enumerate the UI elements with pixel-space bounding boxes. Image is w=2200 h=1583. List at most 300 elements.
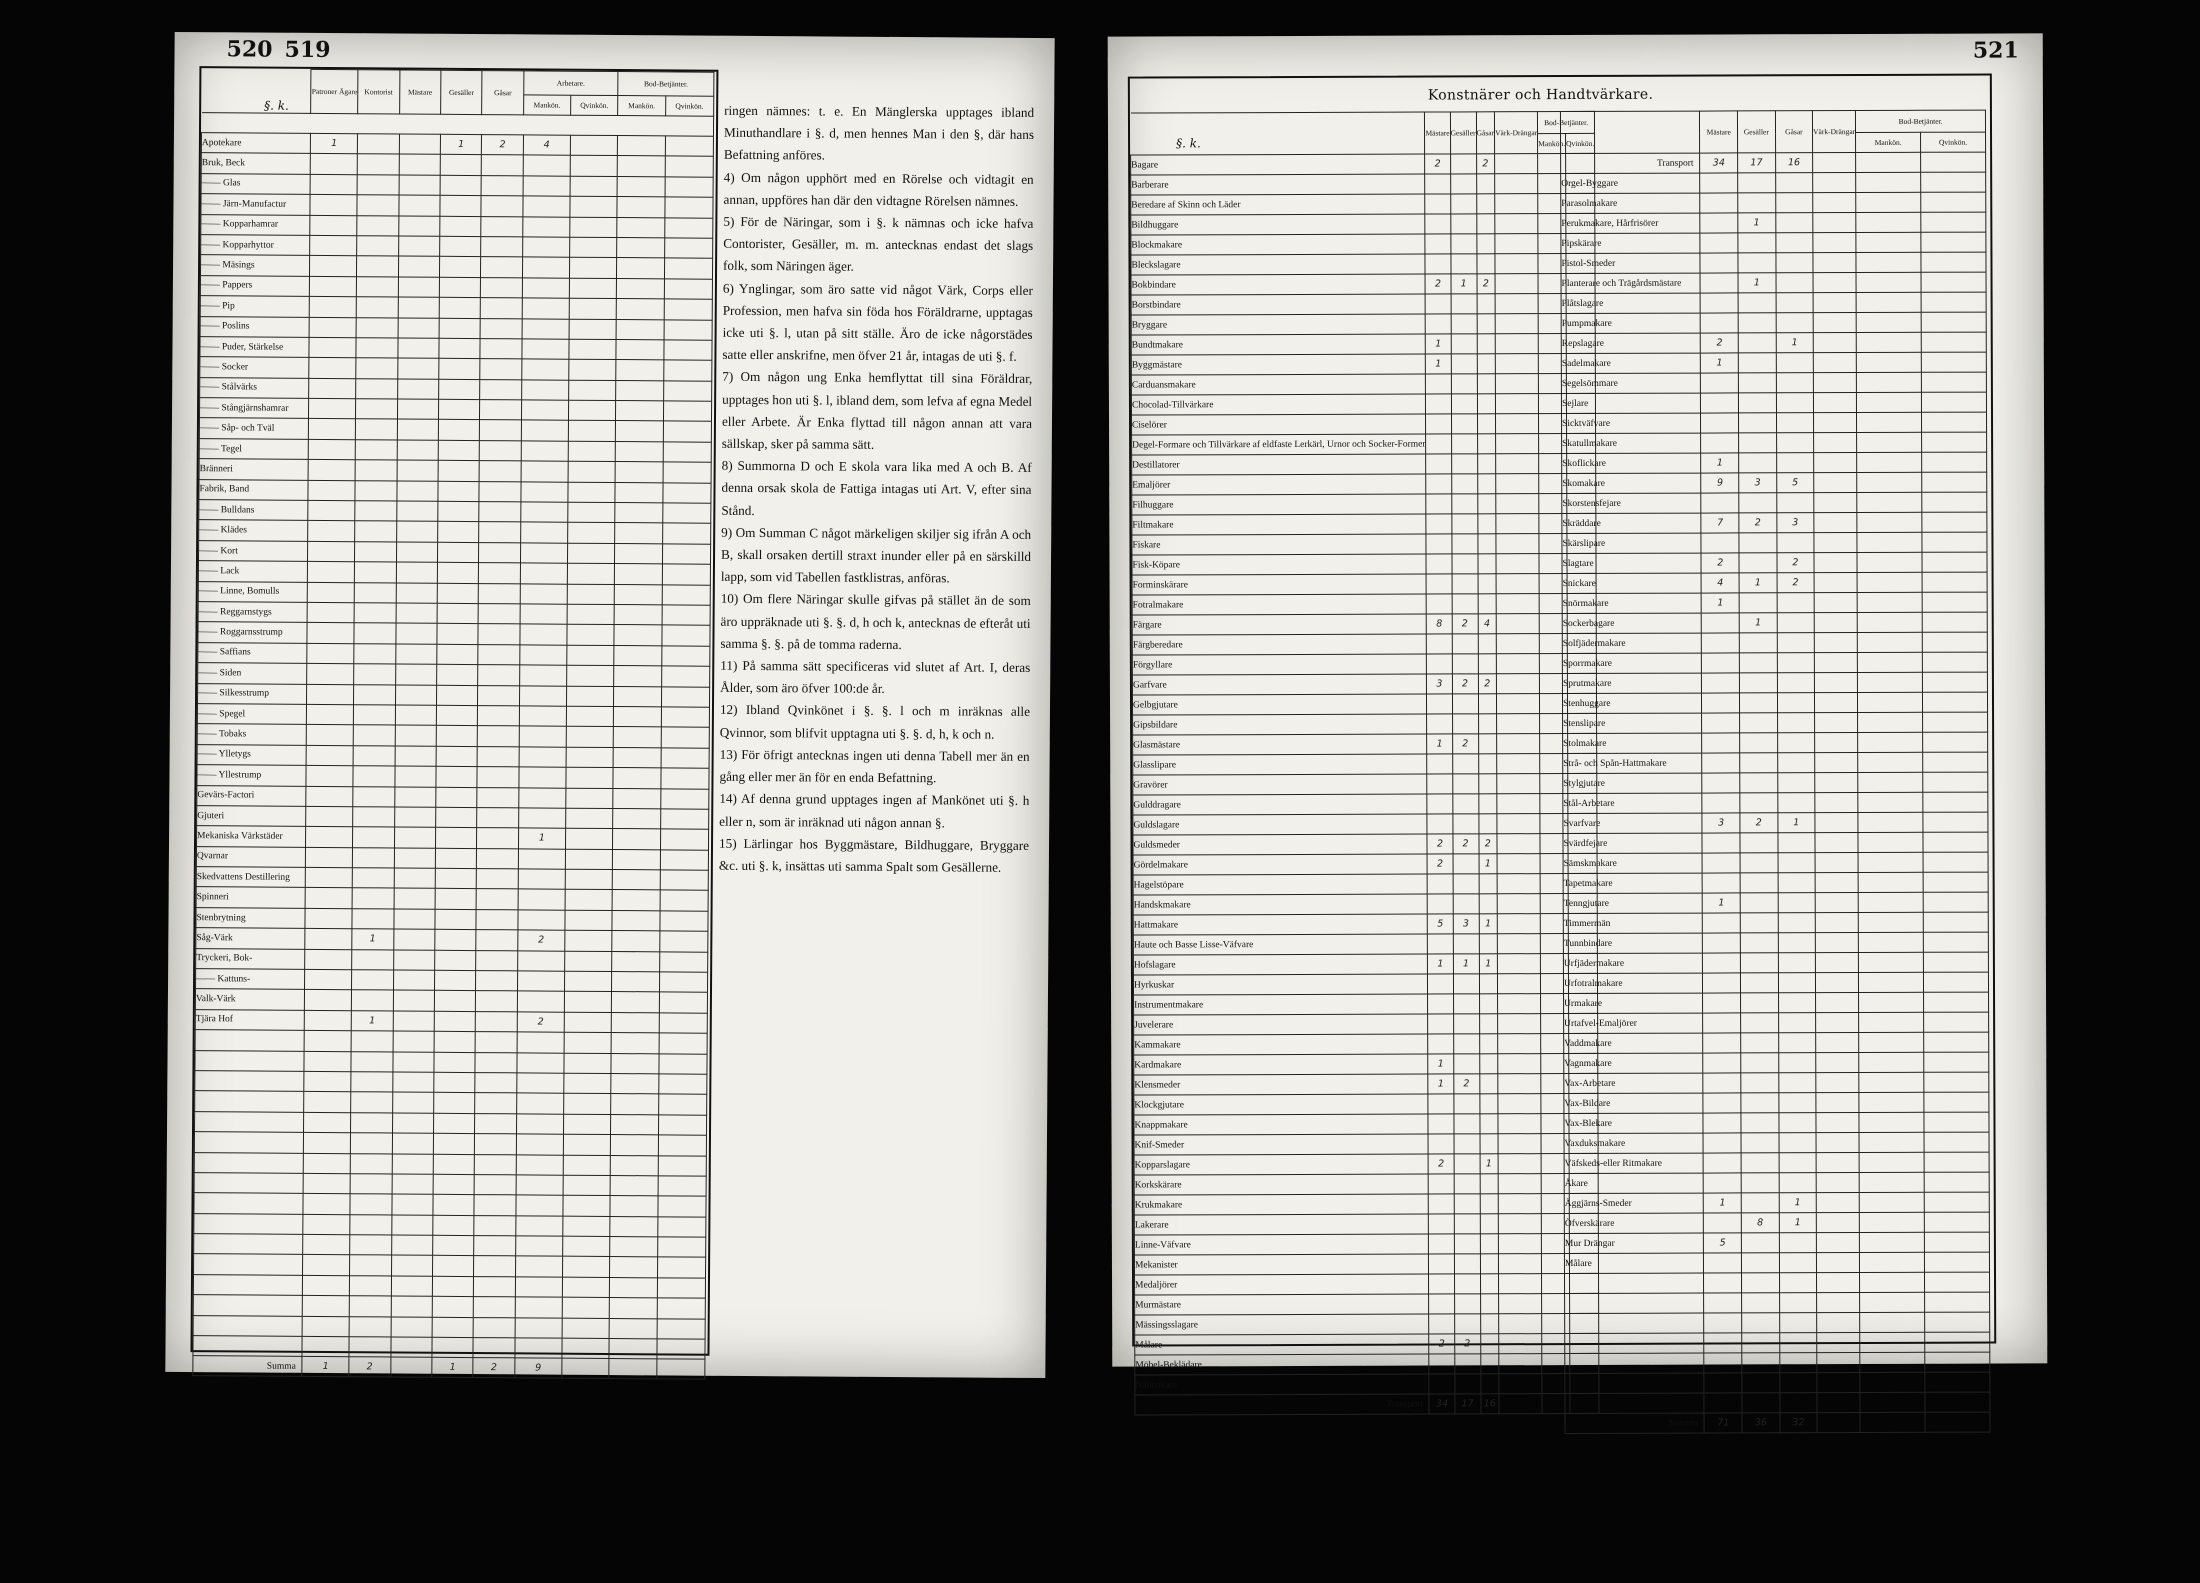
cell-value [399, 134, 441, 155]
table-row [1561, 332, 1986, 353]
cell-value [1453, 854, 1479, 874]
cell-value [352, 888, 394, 909]
row-label: Qvarnar [196, 846, 306, 867]
cell-value [614, 727, 661, 748]
row-label: —— Stålvärks [200, 377, 310, 398]
cell-value: 1 [1479, 954, 1498, 974]
table-row [1133, 793, 1597, 815]
table-row [1134, 1213, 1598, 1235]
cell-value [481, 196, 522, 217]
summa-row-value [609, 1359, 656, 1379]
cell-value [1476, 174, 1495, 194]
row-label: Carduansmakare [1131, 374, 1425, 395]
cell-value [1778, 953, 1815, 973]
cell-value [613, 768, 660, 789]
cell-value [611, 1114, 658, 1135]
cell-value [398, 338, 440, 359]
cell-value [1741, 1053, 1779, 1073]
cell-value [1452, 714, 1478, 734]
row-label: Destillatorer [1132, 454, 1426, 475]
cell-value [615, 584, 662, 605]
cell-value [1700, 233, 1738, 253]
cell-value [1703, 1093, 1741, 1113]
cell-value [658, 1135, 707, 1156]
cell-value [1452, 754, 1478, 774]
table-row [1134, 1073, 1598, 1095]
cell-value [565, 849, 612, 870]
cell-value [481, 298, 522, 319]
table-row [1562, 412, 1987, 433]
table-row [1132, 493, 1596, 515]
cell-value [307, 704, 354, 725]
cell-value [1816, 1053, 1859, 1073]
cell-value [1497, 714, 1540, 734]
cell-value [1738, 393, 1776, 413]
cell-value [1428, 1094, 1453, 1114]
cell-value [1779, 1113, 1816, 1133]
row-label: Stolmakare [1563, 733, 1702, 753]
cell-value [311, 154, 358, 175]
cell-value [616, 380, 663, 401]
cell-value [1701, 493, 1739, 513]
cell-value [1498, 1074, 1541, 1094]
cell-value [515, 1338, 562, 1359]
cell-value [566, 808, 613, 829]
cell-value: 1 [518, 828, 565, 849]
cell-value [1921, 212, 1986, 232]
cell-value [657, 1278, 706, 1299]
table-row [1564, 1252, 1989, 1273]
left-section-mark: §. k. [264, 98, 289, 113]
table-row [1562, 552, 1987, 573]
cell-value [355, 480, 397, 501]
cell-value [1703, 973, 1741, 993]
cell-value [1738, 313, 1776, 333]
summa-row-value: 1 [302, 1357, 349, 1377]
row-label: —— Spegel [197, 704, 307, 725]
cell-value [1702, 673, 1740, 693]
table-row [1134, 1093, 1598, 1115]
cell-value [1702, 853, 1740, 873]
cell-value [433, 1195, 475, 1216]
cell-value [617, 217, 664, 238]
cell-value [308, 521, 355, 542]
cell-value [1427, 654, 1452, 674]
cell-value [1924, 1192, 1989, 1212]
cell-value [438, 440, 480, 461]
row-label: Emaljörer [1132, 474, 1426, 495]
row-label: Guldsmeder [1133, 834, 1427, 855]
cell-value [1859, 1012, 1924, 1032]
row-label: Gjuteri [197, 806, 307, 827]
cell-value [1739, 493, 1777, 513]
row-label: Målare [1135, 1334, 1429, 1355]
cell-value [432, 1337, 474, 1358]
cell-value [310, 215, 357, 236]
cell-value [565, 930, 612, 951]
cell-value [398, 236, 440, 257]
cell-value [1860, 1372, 1925, 1392]
cell-value [476, 1011, 517, 1032]
cell-value [563, 1236, 610, 1257]
row-label: Mur Drängar [1564, 1233, 1703, 1253]
cell-value [308, 480, 355, 501]
table-row [1565, 1292, 1990, 1313]
row-label: —— Yllestrump [197, 765, 307, 786]
cell-value [1856, 192, 1921, 212]
transport-row-value: 16 [1775, 153, 1812, 173]
cell-value [1814, 633, 1857, 653]
cell-value [355, 440, 397, 461]
cell-value [352, 847, 394, 868]
table-row [1562, 672, 1987, 693]
cell-value [355, 542, 397, 563]
cell-value: 3 [1777, 513, 1814, 533]
row-label: —— Kopparhamrar [201, 214, 311, 235]
cell-value [617, 237, 664, 258]
row-label: —— Tobaks [197, 724, 307, 745]
row-label: Apotekare [201, 133, 311, 154]
cell-value [516, 1175, 563, 1196]
row-label: Gulddragare [1133, 794, 1427, 815]
cell-value [308, 500, 355, 521]
cell-value [1703, 953, 1741, 973]
cell-value [1779, 1353, 1816, 1373]
cell-value [306, 867, 353, 888]
cell-value [436, 828, 478, 849]
cell-value [659, 992, 708, 1013]
cell-value [1815, 793, 1858, 813]
cell-value [1779, 1333, 1816, 1353]
sub-header-mankon: Mankön. [1538, 134, 1566, 154]
cell-value [307, 745, 354, 766]
cell-value [1814, 593, 1857, 613]
cell-value [1923, 692, 1988, 712]
row-label: Stenslipare [1563, 713, 1702, 733]
row-label: Solfjädermakare [1562, 633, 1701, 653]
table-row [1134, 1193, 1598, 1215]
cell-value: 2 [517, 1012, 564, 1033]
cell-value [1495, 354, 1538, 374]
cell-value [1451, 394, 1477, 414]
cell-value [481, 277, 522, 298]
table-row [1133, 753, 1597, 775]
cell-value [523, 155, 570, 176]
cell-value [519, 685, 566, 706]
cell-value [515, 1216, 562, 1237]
row-label: Svärdfejare [1563, 833, 1702, 853]
cell-value [662, 605, 711, 626]
cell-value [610, 1237, 657, 1258]
cell-value [1454, 1214, 1480, 1234]
cell-value [570, 237, 617, 258]
cell-value: 2 [1476, 154, 1495, 174]
cell-value [520, 563, 567, 584]
table-row [1565, 1392, 1990, 1413]
cell-value [1477, 534, 1496, 554]
table-row [1562, 472, 1987, 493]
cell-value [1700, 193, 1738, 213]
cell-value [522, 339, 569, 360]
row-label: —— Puder, Stärkelse [200, 337, 310, 358]
cell-value [1856, 252, 1921, 272]
cell-value [1857, 452, 1922, 472]
cell-value [479, 604, 520, 625]
cell-value [436, 807, 478, 828]
cell-value [566, 727, 613, 748]
cell-value [1922, 532, 1987, 552]
cell-value [657, 1217, 706, 1238]
cell-value [1476, 214, 1495, 234]
cell-value [354, 664, 396, 685]
cell-value [1859, 972, 1924, 992]
cell-value [1777, 633, 1814, 653]
cell-value [657, 1298, 706, 1319]
cell-value [563, 1175, 610, 1196]
cell-value [1924, 992, 1989, 1012]
cell-value [519, 665, 566, 686]
cell-value [1739, 453, 1777, 473]
table-row [1132, 613, 1596, 635]
cell-value [609, 1339, 656, 1360]
cell-value [1427, 594, 1452, 614]
cell-value [395, 746, 437, 767]
cell-value [1778, 1013, 1815, 1033]
row-label: Vax-Bildare [1564, 1093, 1703, 1113]
row-label: Bagare [1131, 154, 1425, 175]
cell-value [1429, 1234, 1454, 1254]
cell-value [1702, 793, 1740, 813]
summa-row-value [390, 1357, 432, 1377]
cell-value: 1 [1426, 334, 1451, 354]
cell-value [1816, 1233, 1859, 1253]
cell-value [664, 279, 713, 300]
cell-value [1778, 993, 1815, 1013]
cell-value [307, 725, 354, 746]
row-label: Handskmakare [1133, 894, 1427, 915]
cell-value [563, 1114, 610, 1135]
cell-value [307, 684, 354, 705]
cell-value [349, 1296, 391, 1317]
cell-value [1778, 833, 1815, 853]
note-paragraph: 5) För de Näringar, som i §. k nämnas och icke hafva Contorister, Gesäller, m. m. antecknas endast det slags folk, som Näringen äger. [723, 213, 1034, 275]
cell-value [1478, 574, 1497, 594]
cell-value [356, 338, 398, 359]
cell-value [1452, 654, 1478, 674]
cell-value [1703, 1013, 1741, 1033]
cell-value [1741, 1173, 1779, 1193]
cell-value [521, 359, 568, 380]
cell-value [1814, 613, 1857, 633]
cell-value [1429, 1274, 1454, 1294]
row-label [194, 1213, 304, 1234]
cell-value [393, 1011, 435, 1032]
cell-value [1922, 632, 1987, 652]
cell-value [1740, 733, 1778, 753]
cell-value: 3 [1702, 813, 1740, 833]
cell-value [435, 970, 477, 991]
cell-value [612, 910, 659, 931]
cell-value: 1 [1451, 274, 1477, 294]
cell-value [1925, 1332, 1990, 1352]
cell-value [665, 197, 714, 218]
cell-value [613, 788, 660, 809]
cell-value [1499, 1294, 1542, 1314]
cell-value [436, 746, 478, 767]
cell-value [1451, 334, 1477, 354]
cell-value [1451, 294, 1477, 314]
cell-value [1776, 313, 1813, 333]
cell-value [565, 869, 612, 890]
cell-value [1429, 1194, 1454, 1214]
cell-value [1817, 1333, 1860, 1353]
cell-value: 5 [1428, 914, 1453, 934]
cell-value [478, 746, 519, 767]
cell-value [1428, 1134, 1453, 1154]
cell-value [662, 625, 711, 646]
cell-value [395, 725, 437, 746]
cell-value: 1 [1704, 1193, 1742, 1213]
table-row [1562, 432, 1987, 453]
cell-value [1477, 294, 1496, 314]
cell-value [1779, 1173, 1816, 1193]
table-row [1563, 872, 1988, 893]
row-label: —— Silkesstrump [198, 683, 308, 704]
table-row [1131, 373, 1595, 395]
cell-value [1700, 213, 1738, 233]
cell-value [1740, 773, 1778, 793]
row-label: Vaxduksmakare [1564, 1133, 1703, 1153]
cell-value [566, 706, 613, 727]
cell-value [439, 277, 481, 298]
cell-value [439, 338, 481, 359]
cell-value [306, 786, 353, 807]
cell-value [515, 1297, 562, 1318]
cell-value [1704, 1273, 1742, 1293]
row-label: Sejlare [1561, 393, 1700, 413]
right-page [1108, 33, 2048, 1429]
cell-value [1922, 432, 1987, 452]
cell-value [519, 747, 566, 768]
cell-value: 2 [1429, 1154, 1454, 1174]
cell-value [395, 644, 437, 665]
cell-value [434, 1113, 476, 1134]
cell-value [1859, 1132, 1924, 1152]
cell-value [1429, 1214, 1454, 1234]
cell-value [1428, 994, 1453, 1014]
cell-value: 2 [1701, 553, 1739, 573]
cell-value [1858, 752, 1923, 772]
cell-value [665, 156, 714, 177]
cell-value [1923, 752, 1988, 772]
cell-value [1453, 874, 1479, 894]
cell-value [1778, 1033, 1815, 1053]
cell-value [1480, 1114, 1499, 1134]
cell-value [1740, 933, 1778, 953]
cell-value: 8 [1741, 1213, 1779, 1233]
cell-value [515, 1277, 562, 1298]
cell-value [1817, 1353, 1860, 1373]
cell-value [566, 788, 613, 809]
cell-value [303, 1255, 350, 1276]
cell-value [617, 197, 664, 218]
transport-row-value: 16 [1480, 1394, 1499, 1414]
cell-value [1429, 1374, 1454, 1394]
cell-value [1704, 1293, 1742, 1313]
cell-value [1921, 372, 1986, 392]
cell-value [1497, 934, 1540, 954]
cell-value [663, 360, 712, 381]
cell-value [392, 1092, 434, 1113]
cell-value [1738, 353, 1776, 373]
cell-value [1740, 833, 1778, 853]
row-label: —— Reggarnstygs [198, 602, 308, 623]
cell-value: 2 [1425, 154, 1450, 174]
cell-value [1814, 533, 1857, 553]
cell-value [475, 1052, 516, 1073]
cell-value [1453, 1094, 1479, 1114]
cell-value [1857, 552, 1922, 572]
cell-value [1450, 194, 1476, 214]
row-label: Hattmakare [1133, 914, 1427, 935]
summa-row-value: 2 [349, 1357, 391, 1377]
cell-value [1496, 674, 1539, 694]
cell-value [1426, 434, 1451, 454]
cell-value [1777, 713, 1814, 733]
cell-value [1858, 692, 1923, 712]
cell-value [1479, 994, 1498, 1014]
cell-value [1739, 653, 1777, 673]
table-row [1562, 492, 1987, 513]
table-row [1135, 1273, 1599, 1295]
cell-value [1777, 533, 1814, 553]
cell-value: 1 [311, 133, 358, 154]
cell-value: 2 [1701, 333, 1739, 353]
cell-value [392, 1174, 434, 1195]
cell-value [356, 378, 398, 399]
cell-value [394, 807, 436, 828]
cell-value [570, 196, 617, 217]
cell-value [1496, 554, 1539, 574]
cell-value [1429, 1174, 1454, 1194]
cell-value [396, 542, 438, 563]
cell-value [350, 1255, 392, 1276]
cell-value: 1 [351, 1010, 393, 1031]
cell-value [616, 441, 663, 462]
cell-value [1454, 1114, 1480, 1134]
cell-value [569, 319, 616, 340]
table-row [1132, 513, 1596, 535]
cell-value [1495, 214, 1538, 234]
cell-value: 1 [1427, 734, 1452, 754]
cell-value [567, 625, 614, 646]
cell-value [1453, 934, 1479, 954]
note-paragraph: 15) Lärlingar hos Byggmästare, Bildhuggare, Bryggare &c. uti §. k, insättas uti samma Spalt som Gesällerne. [718, 835, 1030, 875]
cell-value [1495, 174, 1538, 194]
table-row [1132, 573, 1596, 595]
row-label: —— Järn-Manufactur [201, 194, 311, 215]
transport-row-label: Transport [1135, 1394, 1429, 1415]
row-label [1565, 1293, 1704, 1313]
cell-value [659, 951, 708, 972]
table-row [1562, 572, 1987, 593]
cell-value [1740, 873, 1778, 893]
cell-value [476, 909, 517, 930]
note-paragraph: 14) Af denna grund upptages ingen af Mankönet uti §. h eller n, som är inräknad uti någon annan §. [719, 791, 1030, 830]
cell-value [660, 890, 709, 911]
table-row [1562, 652, 1987, 673]
cell-value: 2 [1429, 1334, 1454, 1354]
